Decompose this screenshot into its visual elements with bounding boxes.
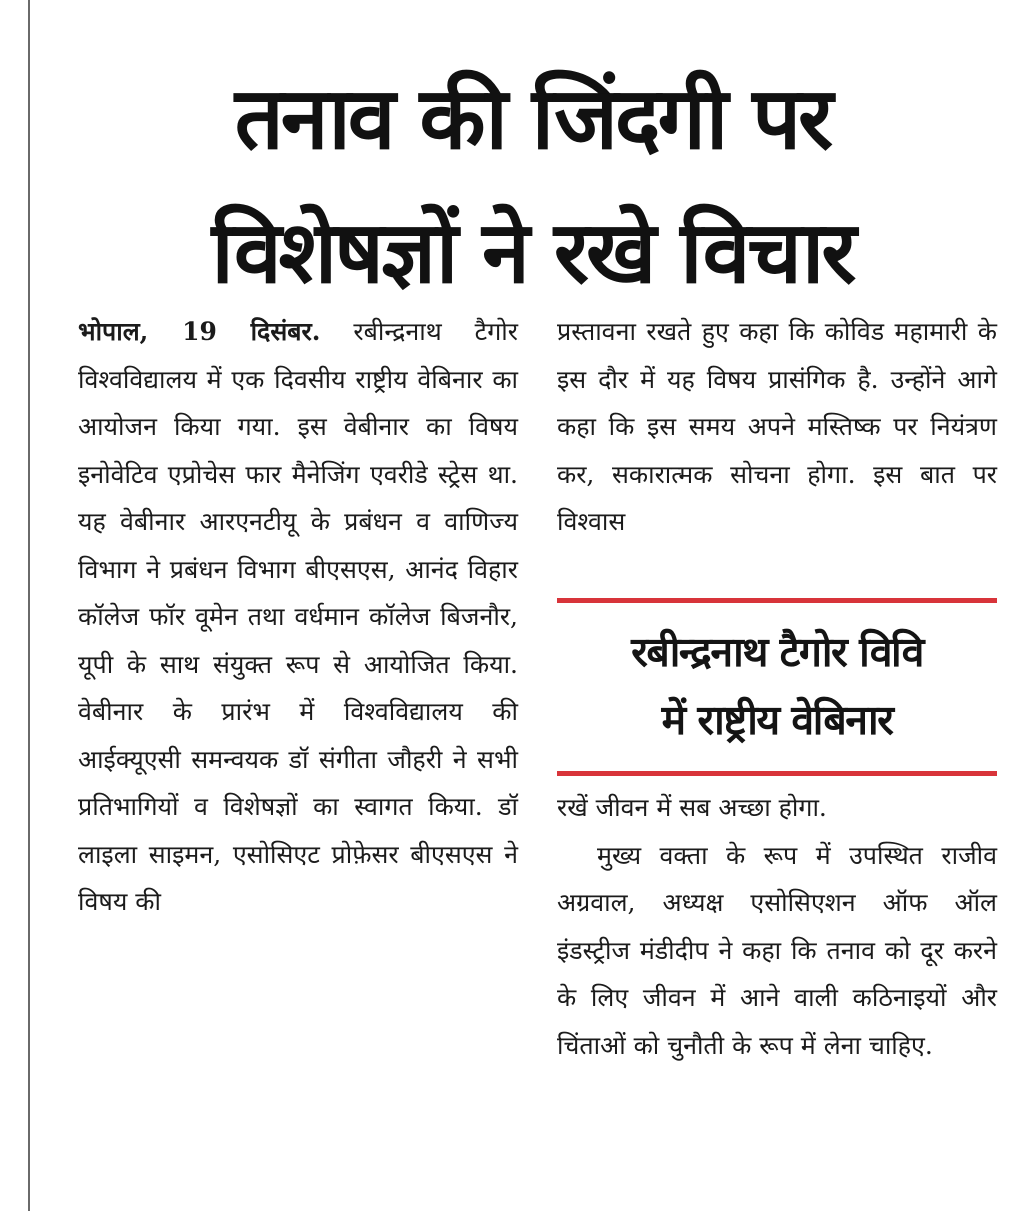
headline bbox=[60, 52, 1005, 320]
subhead-line-1: रबीन्द्रनाथ टैगोर विवि bbox=[631, 628, 923, 676]
article-column-right-top bbox=[557, 308, 997, 546]
article-body-right-bottom-2: मुख्य वक्ता के रूप में उपस्थित राजीव अग्रवाल, अध्यक्ष एसोसिएशन ऑफ ऑल इंडस्ट्रीज मंडीदीप ने कहा कि तनाव को दूर करने के लिए जीवन में आने वाली कठिनाइयों और चिंताओं को चुनौती के रूप में लेना चाहिए. bbox=[557, 840, 997, 1060]
article-body-left: रबीन्द्रनाथ टैगोर विश्वविद्यालय में एक दिवसीय राष्ट्रीय वेबिनार का आयोजन किया गया. इस वेबीनार का विषय इनोवेटिव एप्रोचेस फार मैनेजिंग एवरीडे स्ट्रेस था. यह वेबीनार आरएनटीयू के प्रबंधन व वाणिज्य विभाग ने प्रबंधन विभाग बीएसएस, आनंद विहार कॉलेज फॉर वूमेन तथा वर्धमान कॉलेज बिजनौर, यूपी के साथ संयुक्त रूप से आयोजित किया. वेबीनार के प्रारंभ में विश्वविद्यालय की आईक्यूएसी समन्वयक डॉ संगीता जौहरी ने सभी प्रतिभागियों व विशेषज्ञों का स्वागत किया. डॉ लाइला साइमन, एसोसिएट प्रोफ़ेसर बीएसएस ने विषय की bbox=[78, 317, 519, 916]
article-body-right-top: प्रस्तावना रखते हुए कहा कि कोविड महामारी के इस दौर में यह विषय प्रासंगिक है. उन्होंने आगे कहा कि इस समय अपने मस्तिष्क पर नियंत्रण कर, सकारात्मक सोचना होगा. इस बात पर विश्वास bbox=[557, 317, 997, 536]
headline-line-2: विशेषज्ञों ने रखे विचार bbox=[211, 203, 854, 303]
dateline: भोपाल, 19 दिसंबर. bbox=[78, 317, 321, 346]
column-margin-rule bbox=[28, 0, 30, 1211]
subhead-box bbox=[557, 598, 997, 778]
subhead bbox=[557, 618, 997, 754]
article-column-right-bottom bbox=[557, 784, 997, 1069]
article-paragraph bbox=[78, 308, 518, 926]
subhead-rule-top bbox=[557, 598, 997, 603]
subhead-rule-bottom bbox=[557, 771, 997, 776]
article-column-left bbox=[78, 308, 518, 926]
headline-line-1: तनाव की जिंदगी पर bbox=[234, 69, 831, 169]
article-body-right-bottom-1: रखें जीवन में सब अच्छा होगा. bbox=[557, 793, 827, 822]
subhead-line-2: में राष्ट्रीय वेबिनार bbox=[661, 696, 893, 744]
